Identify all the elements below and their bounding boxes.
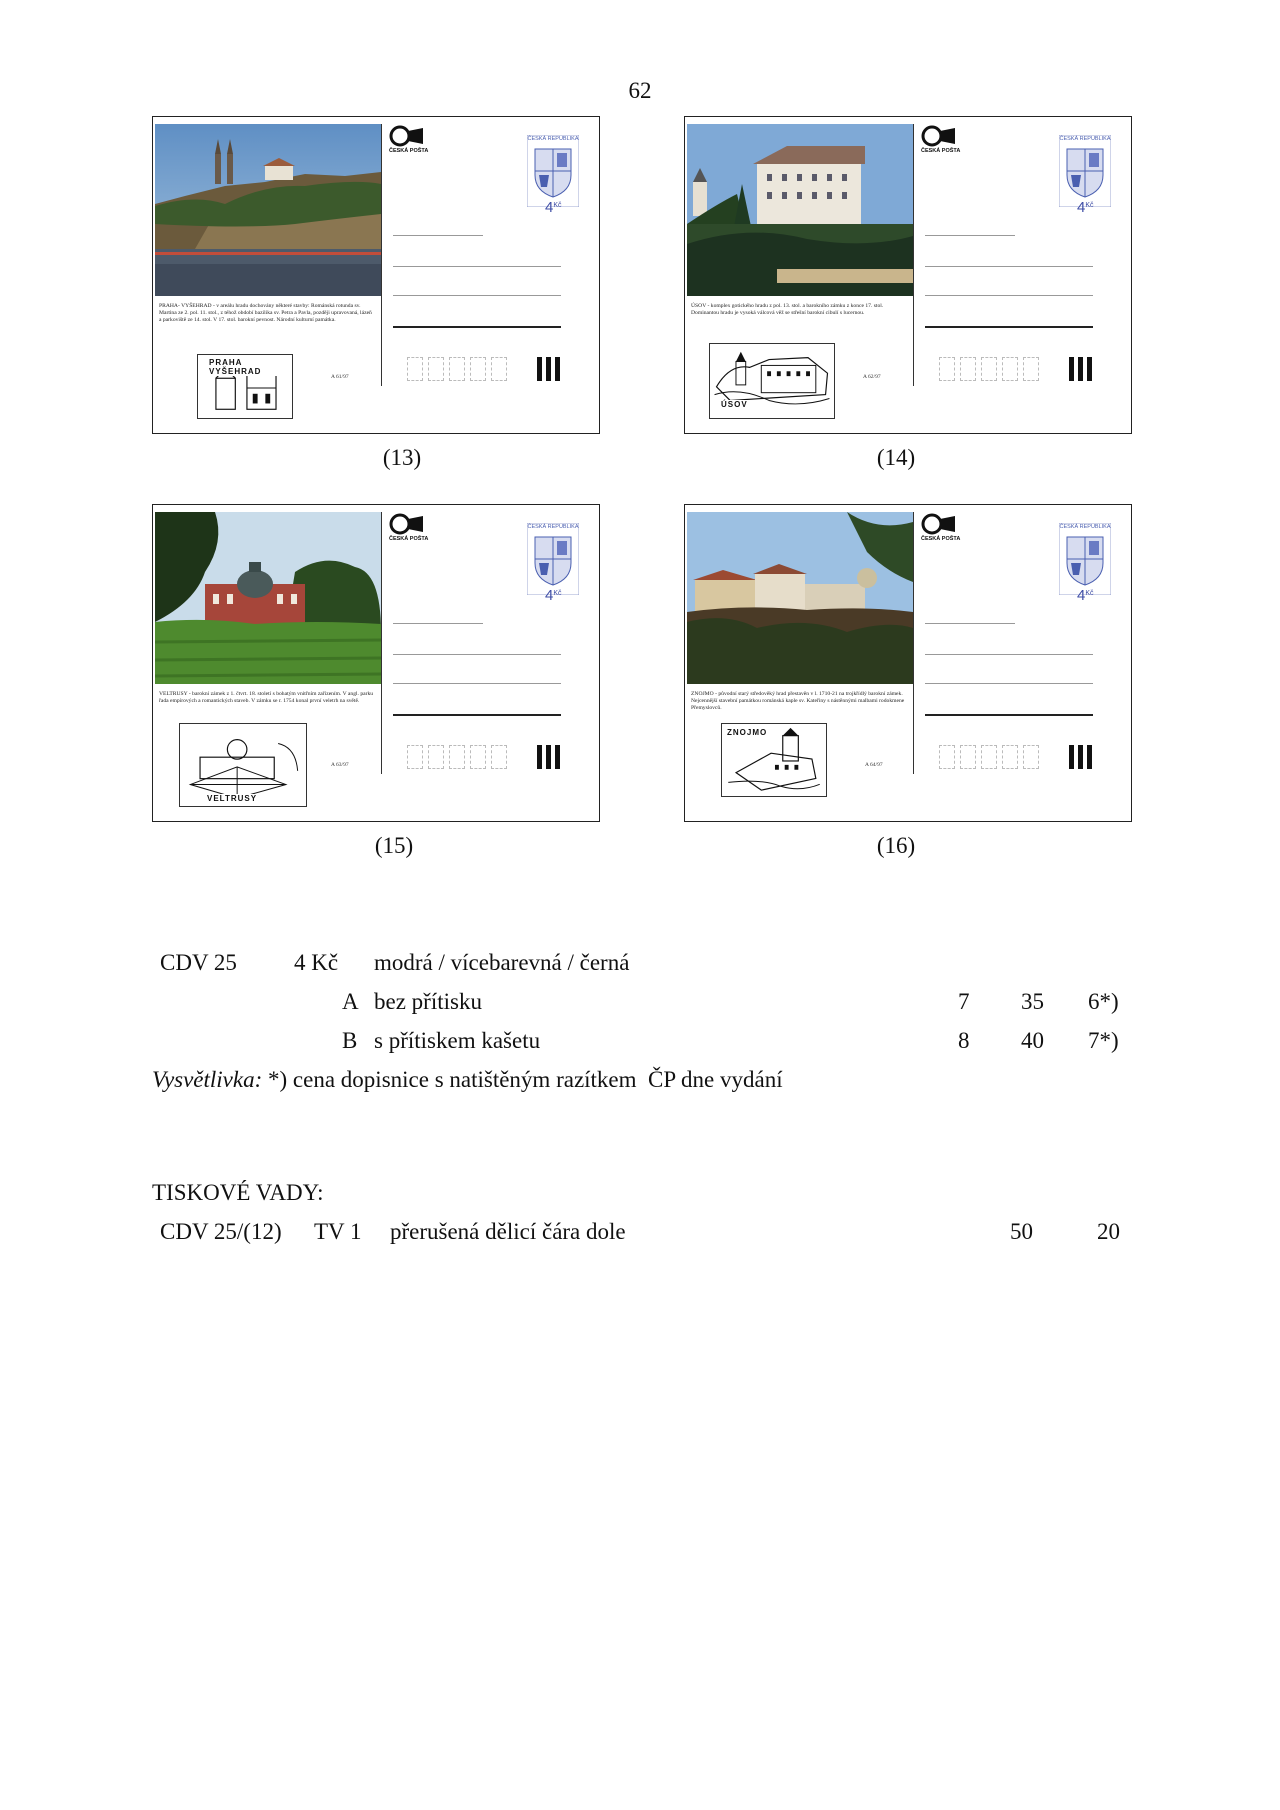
cachet-box — [179, 723, 307, 807]
cachet-box — [709, 343, 835, 419]
figure-label-15: (15) — [374, 833, 414, 858]
card-caption: VELTRUSY - barokní zámek z 1. čtvrt. 18. století s bohatým vnitřním zařízením. V angl. parku řada empírových a romantických staveb. V zámku se r. 1754 konal první veletrh na světě. — [159, 691, 374, 704]
stamp-value-number: 4 — [545, 199, 554, 216]
zip-boxes — [407, 745, 507, 769]
defect-price-1: 50 — [1010, 1219, 1033, 1244]
address-line — [393, 295, 561, 296]
page-number: 62 — [628, 78, 652, 103]
figure-label-13: (13) — [382, 445, 422, 470]
address-line — [925, 623, 1015, 624]
variant-a-text: bez přítisku — [374, 989, 482, 1014]
photo-veltrusy — [155, 512, 381, 684]
address-line — [925, 683, 1093, 684]
republic-label: ČESKÁ REPUBLIKA — [1059, 136, 1111, 142]
zip-boxes — [939, 745, 1039, 769]
post-label: ČESKÁ POŠTA — [921, 536, 961, 542]
cachet-label: PRAHA VYŠEHRAD — [208, 358, 292, 376]
address-line — [393, 266, 561, 267]
variant-b-price-2: 40 — [1021, 1028, 1044, 1053]
posthorn-icon — [921, 125, 961, 147]
bar-code-icon — [1069, 357, 1092, 381]
address-line-bold — [925, 326, 1093, 328]
address-line — [925, 654, 1093, 655]
posthorn-icon — [389, 125, 429, 147]
cachet-box — [197, 354, 293, 419]
vertical-divider — [913, 512, 914, 774]
photo-znojmo — [687, 512, 913, 684]
variant-b-letter: B — [342, 1028, 358, 1053]
stamp-value — [545, 587, 562, 604]
catalog-code: CDV 25 — [160, 950, 237, 975]
stamp-value — [1077, 199, 1094, 216]
coat-of-arms-icon — [527, 135, 579, 207]
address-line-bold — [393, 714, 561, 716]
bar-code-icon — [537, 357, 560, 381]
stamp-value-number: 4 — [1077, 199, 1086, 216]
address-line-bold — [393, 326, 561, 328]
defect-tv: TV 1 — [314, 1219, 362, 1244]
variant-a-price-3: 6*) — [1088, 989, 1119, 1014]
posthorn-icon — [921, 513, 961, 535]
cachet-box — [721, 723, 827, 797]
defects-heading: TISKOVÉ VADY: — [152, 1180, 324, 1205]
stamp-value-unit: Kč — [553, 202, 562, 209]
address-line — [925, 295, 1093, 296]
cachet-label: ÚSOV — [721, 400, 748, 409]
bar-code-icon — [537, 745, 560, 769]
card-code: A 63/97 — [331, 762, 349, 768]
stamp-value-unit: Kč — [1085, 202, 1094, 209]
cachet-label: VELTRUSY — [207, 794, 258, 803]
variant-b-text: s přítiskem kašetu — [374, 1028, 541, 1053]
defect-price-2: 20 — [1097, 1219, 1120, 1244]
posthorn-icon — [389, 513, 429, 535]
variant-a-price-1: 7 — [958, 989, 970, 1014]
card-code: A 62/97 — [863, 374, 881, 380]
variant-a-price-2: 35 — [1021, 989, 1044, 1014]
zip-boxes — [939, 357, 1039, 381]
cachet-label: ZNOJMO — [727, 728, 768, 737]
photo-vysehrad — [155, 124, 381, 296]
vertical-divider — [913, 124, 914, 386]
stamp-value-number: 4 — [1077, 587, 1086, 604]
vertical-divider — [381, 512, 382, 774]
catalog-colors: modrá / vícebarevná / černá — [374, 950, 630, 975]
stamp-value-number: 4 — [545, 587, 554, 604]
bar-code-icon — [1069, 745, 1092, 769]
republic-label: ČESKÁ REPUBLIKA — [527, 136, 579, 142]
post-label: ČESKÁ POŠTA — [921, 148, 961, 154]
figure-label-16: (16) — [876, 833, 916, 858]
footnote — [152, 1067, 783, 1093]
defect-code: CDV 25/(12) — [160, 1219, 282, 1244]
stamp-value-unit: Kč — [553, 590, 562, 597]
footnote-text: *) cena dopisnice s natištěným razítkem ČP dne vydání — [262, 1067, 783, 1092]
republic-label: ČESKÁ REPUBLIKA — [1059, 524, 1111, 530]
postcard-15 — [152, 504, 600, 822]
address-line-bold — [925, 714, 1093, 716]
zip-boxes — [407, 357, 507, 381]
figure-label-14: (14) — [876, 445, 916, 470]
card-code: A 64/97 — [865, 762, 883, 768]
address-line — [393, 623, 483, 624]
stamp-value-unit: Kč — [1085, 590, 1094, 597]
postcard-13 — [152, 116, 600, 434]
variant-b-price-1: 8 — [958, 1028, 970, 1053]
stamp-value — [545, 199, 562, 216]
stamp-value — [1077, 587, 1094, 604]
variant-b-price-3: 7*) — [1088, 1028, 1119, 1053]
vertical-divider — [381, 124, 382, 386]
address-line — [393, 654, 561, 655]
address-line — [393, 235, 483, 236]
catalog-value: 4 Kč — [294, 950, 339, 975]
card-caption: ÚSOV - komplex gotického hradu z pol. 13. stol. a barokního zámku z konce 17. stol. Dominantou hradu je vysoká válcová věž se střešní barokní cibulí s lucernou. — [691, 303, 884, 316]
coat-of-arms-icon — [1059, 135, 1111, 207]
card-code: A 61/97 — [331, 374, 349, 380]
coat-of-arms-icon — [527, 523, 579, 595]
defect-text: přerušená dělicí čára dole — [390, 1219, 626, 1244]
address-line — [393, 683, 561, 684]
coat-of-arms-icon — [1059, 523, 1111, 595]
address-line — [925, 266, 1093, 267]
card-caption: PRAHA- VYŠEHRAD - v areálu hradu dochovány některé stavby: Románská rotunda sv. Martina ze 2. pol. 11. stol., z téhož období bazilika sv. Petra a Pavla, později upravovaná, lázeň a parkoviště ze 14. stol. V 17. stol. barokní pevnost. Národní kulturní památka. — [159, 303, 372, 323]
post-label: ČESKÁ POŠTA — [389, 148, 429, 154]
republic-label: ČESKÁ REPUBLIKA — [527, 524, 579, 530]
post-label: ČESKÁ POŠTA — [389, 536, 429, 542]
variant-a-letter: A — [342, 989, 359, 1014]
address-line — [925, 235, 1015, 236]
postcard-16 — [684, 504, 1132, 822]
photo-usov — [687, 124, 913, 296]
footnote-label: Vysvětlivka: — [152, 1067, 263, 1092]
postcard-14 — [684, 116, 1132, 434]
card-caption: ZNOJMO - původní starý středověký hrad přestavěn v l. 1710-21 na trojkřídlý barokní zámek. Nejcennější stavební památkou románská kaple sv. Kateřiny s nástěnnými malbami rodokmene Přemyslovců. — [691, 691, 905, 711]
